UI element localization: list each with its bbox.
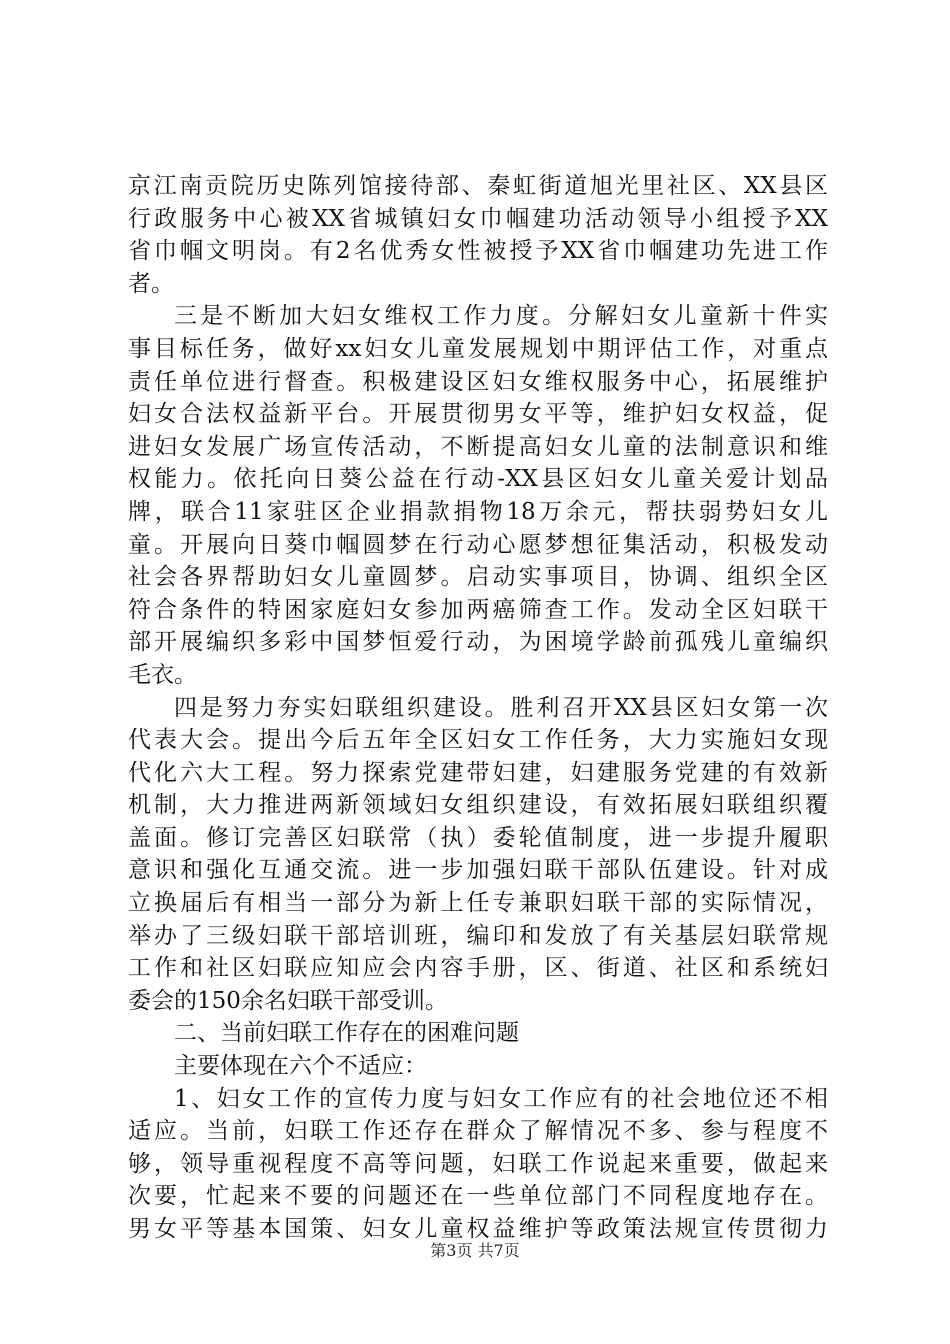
text-line: 行政服务中心被XX省城镇妇女巾帼建功活动领导小组授予XX [128,205,828,232]
text-line: 京江南贡院历史陈列馆接待部、秦虹街道旭光里社区、XX县区 [128,173,828,199]
text-line: 次要，忙起来不要的问题还在一些单位部门不同程度地存在。 [128,1183,828,1210]
text-line: 机制，大力推进两新领域妇女组织建设，有效拓展妇联组织覆 [128,792,828,819]
text-line: 童。开展向日葵巾帼圆梦在行动心愿梦想征集活动，积极发动 [128,531,828,558]
text-line: 立换届后有相当一部分为新上任专兼职妇联干部的实际情况， [128,890,828,917]
text-line: 主要体现在六个不适应： [174,1053,427,1080]
text-line: 代化六大工程。努力探索党建带妇建，妇建服务党建的有效新 [128,759,828,786]
text-line: 符合条件的特困家庭妇女参加两癌筛查工作。发动全区妇联干 [128,596,828,623]
text-line: 委会的150余名妇联干部受训。 [128,987,448,1014]
text-line: 省巾帼文明岗。有2名优秀女性被授予XX省巾帼建功先进工作 [128,238,828,265]
text-line: 工作和社区妇联应知应会内容手册，区、街道、社区和系统妇 [128,955,828,982]
text-line: 权能力。依托向日葵公益在行动-XX县区妇女儿童关爱计划品 [128,466,828,493]
text-line: 举办了三级妇联干部培训班，编印和发放了有关基层妇联常规 [128,922,828,949]
text-line: 二、当前妇联工作存在的困难问题 [174,1020,519,1047]
page-footer: 第3页 共7页 [430,1241,520,1260]
text-line: 社会各界帮助妇女儿童圆梦。启动实事项目，协调、组织全区 [128,564,828,591]
text-line: 三是不断加大妇女维权工作力度。分解妇女儿童新十件实 [174,303,828,330]
text-line: 1、妇女工作的宣传力度与妇女工作应有的社会地位还不相 [174,1085,828,1112]
text-line: 妇女合法权益新平台。开展贯彻男女平等，维护妇女权益，促 [128,401,828,428]
text-line: 者。 [128,270,174,297]
text-line: 盖面。修订完善区妇联常（执）委轮值制度，进一步提升履职 [128,824,828,851]
text-line: 男女平等基本国策、妇女儿童权益维护等政策法规宣传贯彻力 [128,1216,828,1242]
body-text [128,170,828,1246]
text-line: 进妇女发展广场宣传活动，不断提高妇女儿童的法制意识和维 [128,433,828,460]
text-line: 四是努力夯实妇联组织建设。胜利召开XX县区妇女第一次 [174,694,828,721]
text-line: 意识和强化互通交流。进一步加强妇联干部队伍建设。针对成 [128,857,828,884]
text-line: 事目标任务，做好xx妇女儿童发展规划中期评估工作，对重点 [128,335,828,362]
text-line: 够，领导重视程度不高等问题，妇联工作说起来重要，做起来 [128,1150,828,1177]
text-line: 适应。当前，妇联工作还存在群众了解情况不多、参与程度不 [128,1118,828,1145]
text-line: 毛衣。 [128,661,197,688]
text-line: 部开展编织多彩中国梦恒爱行动，为困境学龄前孤残儿童编织 [128,629,828,656]
text-line: 责任单位进行督查。积极建设区妇女维权服务中心，拓展维护 [128,368,828,395]
text-line: 代表大会。提出今后五年全区妇女工作任务，大力实施妇女现 [128,727,828,754]
text-line: 牌，联合11家驻区企业捐款捐物18万余元，帮扶弱势妇女儿 [128,498,828,525]
